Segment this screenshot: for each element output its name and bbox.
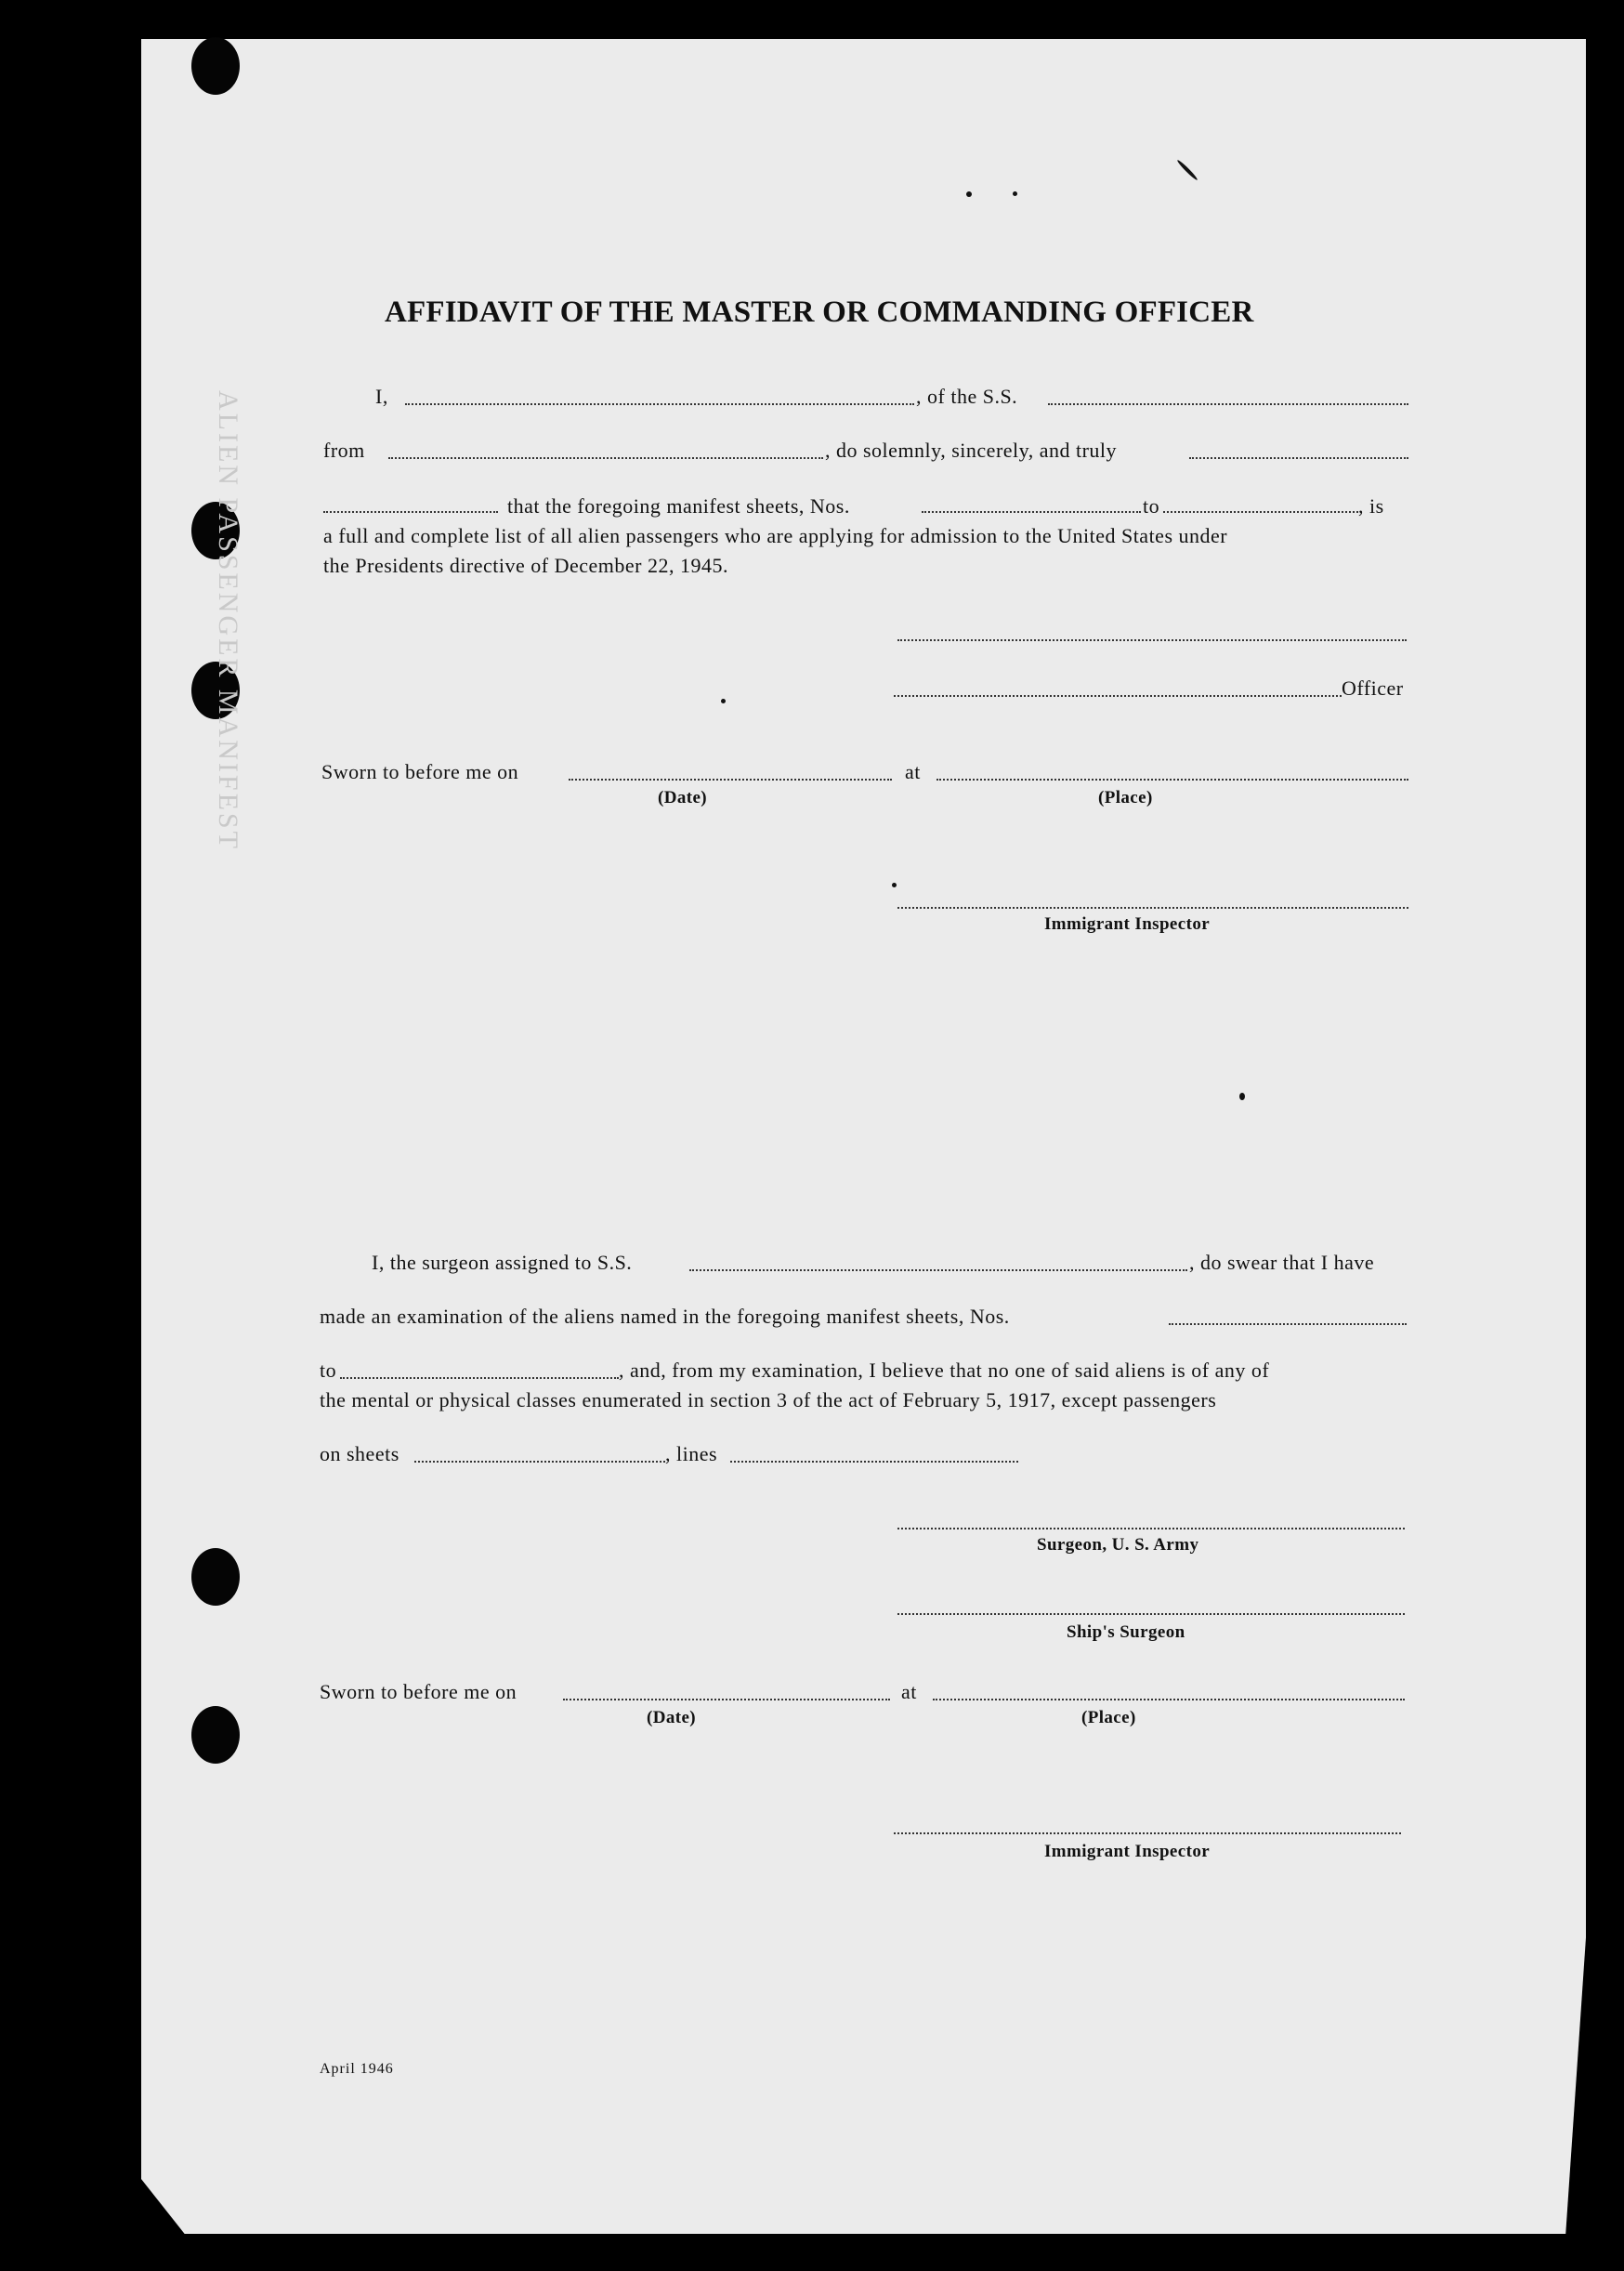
inspector-1-caption: Immigrant Inspector (1044, 914, 1211, 934)
affidavit-line-1-ship: , of the S.S. (916, 385, 1018, 408)
blank-departure-port[interactable] (388, 457, 823, 459)
surgeon-line-4: the mental or physical classes enumerated in section 3 of the act of February 5, 1917, except passengers (320, 1388, 1217, 1411)
sworn-2-at: at (901, 1680, 917, 1703)
army-surgeon-caption: Surgeon, U. S. Army (1037, 1535, 1199, 1555)
ship-surgeon-caption: Ship's Surgeon (1067, 1622, 1185, 1642)
surgeon-line-5-sheets: on sheets (320, 1442, 399, 1465)
sworn-2-text: Sworn to before me on (320, 1680, 517, 1703)
document-title: AFFIDAVIT OF THE MASTER OR COMMANDING OFFICER (385, 295, 1254, 329)
speck (1239, 1093, 1245, 1100)
affidavit-line-3-manifest: that the foregoing manifest sheets, Nos. (507, 494, 850, 518)
blank-sheet-from[interactable] (922, 511, 1141, 513)
blank-master-name[interactable] (405, 403, 914, 405)
blank-affirmation-cont[interactable] (323, 511, 498, 513)
blank-sworn-2-place[interactable] (933, 1699, 1405, 1700)
affidavit-line-3-is: , is (1358, 494, 1384, 518)
blank-surgeon-sheet-from[interactable] (1169, 1323, 1407, 1325)
blank-except-sheets[interactable] (414, 1461, 665, 1463)
blank-inspector-2-signature[interactable] (894, 1832, 1401, 1834)
affidavit-line-4: a full and complete list of all alien passengers who are applying for admission to the United States under (323, 524, 1228, 547)
form-date-footer: April 1946 (320, 2061, 394, 2077)
blank-officer-signature[interactable] (897, 639, 1407, 641)
blank-sworn-2-date[interactable] (563, 1699, 890, 1700)
blank-surgeon-ship[interactable] (689, 1269, 1187, 1271)
surgeon-line-1: I, the surgeon assigned to S.S. (372, 1251, 633, 1274)
affidavit-line-5: the Presidents directive of December 22, 1945. (323, 554, 728, 577)
blank-officer-title[interactable] (894, 695, 1342, 697)
blank-affirmation[interactable] (1189, 457, 1408, 459)
sworn-2-place-caption: (Place) (1081, 1708, 1136, 1727)
surgeon-line-3-to: to (320, 1359, 337, 1382)
surgeon-line-2: made an examination of the aliens named in the foregoing manifest sheets, Nos. (320, 1305, 1010, 1328)
blank-sheet-to[interactable] (1163, 511, 1358, 513)
surgeon-line-1-end: , do swear that I have (1189, 1251, 1375, 1274)
sworn-2-date-caption: (Date) (647, 1708, 697, 1727)
sworn-1-date-caption: (Date) (658, 788, 708, 807)
speck (1013, 191, 1017, 196)
blank-sworn-1-date[interactable] (569, 779, 892, 781)
blank-army-surgeon-signature[interactable] (897, 1528, 1405, 1529)
bleed-through-text: ALIEN PASSENGER MANIFEST (213, 390, 243, 851)
blank-ship-name[interactable] (1048, 403, 1408, 405)
blank-sworn-1-place[interactable] (936, 779, 1408, 781)
speck (966, 191, 972, 197)
blank-except-lines[interactable] (730, 1461, 1018, 1463)
blank-inspector-1-signature[interactable] (897, 907, 1408, 909)
sworn-1-at: at (905, 760, 921, 783)
document-page (141, 39, 1586, 2234)
blank-ship-surgeon-signature[interactable] (897, 1613, 1405, 1615)
surgeon-line-3-rest: , and, from my examination, I believe that no one of said aliens is of any of (619, 1359, 1270, 1382)
blank-surgeon-sheet-to[interactable] (340, 1377, 619, 1379)
sworn-1-place-caption: (Place) (1098, 788, 1153, 807)
affidavit-line-1-intro: I, (375, 385, 388, 408)
speck (721, 699, 726, 703)
inspector-2-caption: Immigrant Inspector (1044, 1842, 1211, 1861)
punch-hole (191, 1706, 240, 1764)
officer-label: Officer (1342, 676, 1404, 700)
affidavit-line-2-swear: , do solemnly, sincerely, and truly (825, 439, 1118, 462)
sworn-1-text: Sworn to before me on (321, 760, 519, 783)
punch-hole (191, 1548, 240, 1606)
affidavit-line-2-from: from (323, 439, 365, 462)
surgeon-line-5-lines: , lines (665, 1442, 718, 1465)
speck (892, 883, 897, 887)
punch-hole (191, 37, 240, 95)
affidavit-line-3-to: to (1143, 494, 1160, 518)
